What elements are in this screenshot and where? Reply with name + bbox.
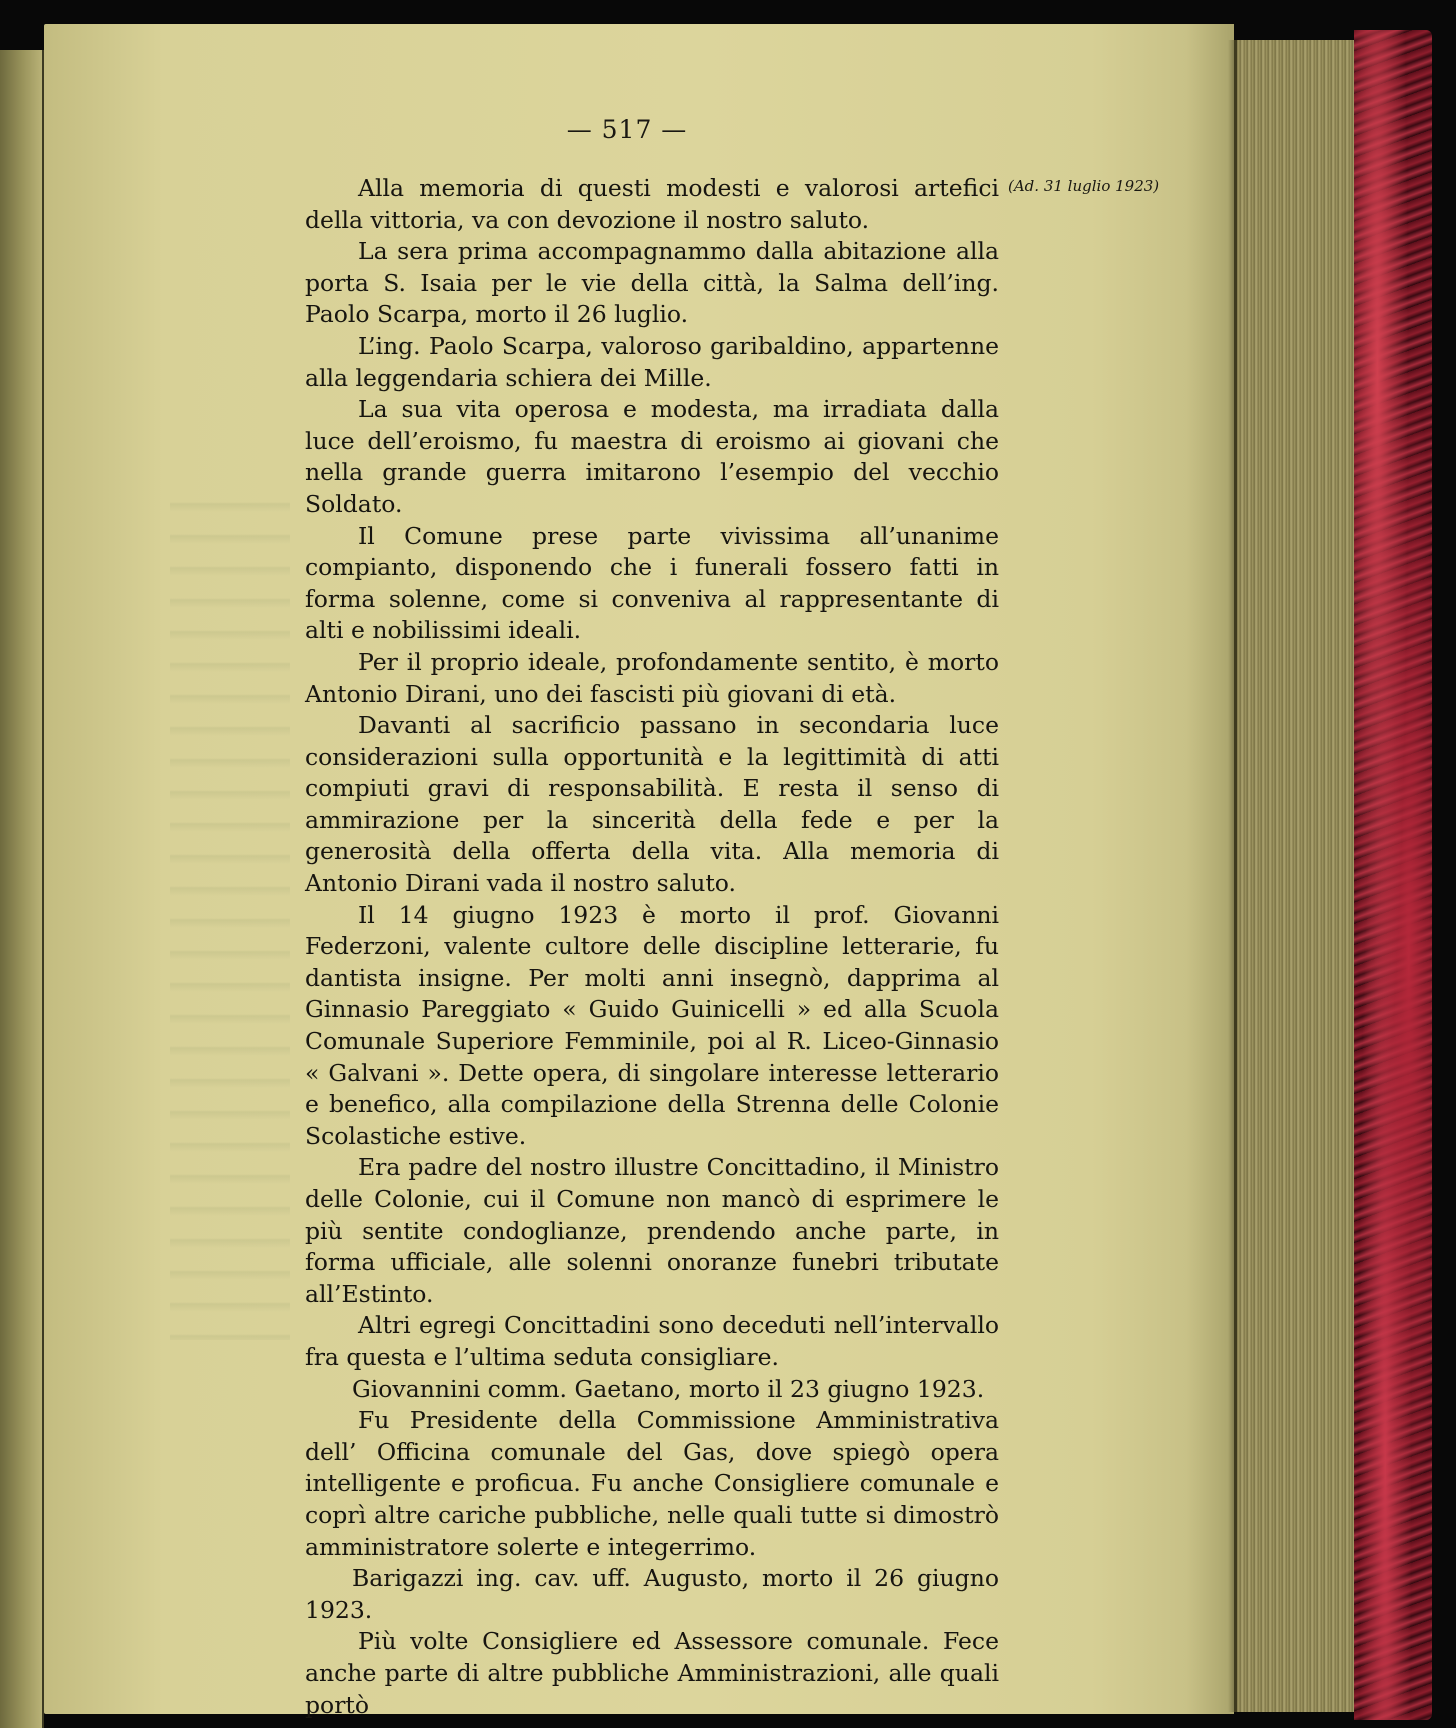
paragraph: Il Comune prese parte vivissima all’unanime compianto, disponendo che i funerali fossero fatti in forma solenne, come si conveniva al rappresentante di alti e nobilissimi ideali. [305,521,999,645]
paragraph: Altri egregi Concittadini sono deceduti nell’intervallo fra questa e l’ultima seduta consigliare. [305,1311,999,1371]
paragraph: Più volte Consigliere ed Assessore comunale. Fece anche parte di altre pubbliche Amministrazioni, alle quali portò [305,1627,999,1719]
body-text [305,173,999,1721]
paragraph: La sua vita operosa e modesta, ma irradiata dalla luce dell’eroismo, fu maestra di eroismo ai giovani che nella grande guerra imitarono l’esempio del vecchio Soldato. [305,395,999,518]
obituary-heading: Giovannini comm. Gaetano, morto il 23 giugno 1923. [352,1374,985,1403]
paragraph: Per il proprio ideale, profondamente sentito, è morto Antonio Dirani, uno dei fascisti più giovani di età. [305,647,999,708]
marbled-binding [1354,30,1432,1720]
paragraph: Era padre del nostro illustre Concittadino, il Ministro delle Colonie, cui il Comune non mancò di esprimere le più sentite condoglianze, prendendo anche parte, in forma ufficiale, alle solenni onoranze funebri tributate all’Estinto. [305,1153,999,1308]
paragraph: Alla memoria di questi modesti e valorosi artefici della vittoria, va con devozione il nostro saluto. [305,174,999,234]
paragraph: La sera prima accompagnammo dalla abitazione alla porta S. Isaia per le vie della città, la Salma dell’ing. Paolo Scarpa, morto il 26 luglio. [305,237,999,329]
marginal-date-note: (Ad. 31 luglio 1923) [1008,177,1160,195]
paragraph: L’ing. Paolo Scarpa, valoroso garibaldino, appartenne alla leggendaria schiera dei Mille. [305,331,999,392]
obituary-heading: Barigazzi ing. cav. uff. Augusto, morto il 26 giugno 1923. [305,1564,999,1624]
stacked-page-edges [1234,40,1357,1712]
previous-page-edge [0,50,44,1728]
paragraph: Fu Presidente della Commissione Amministrativa dell’ Officina comunale del Gas, dove spiegò opera intelligente e proficua. Fu anche Consigliere comunale e coprì altre cariche pubbliche, nelle quali tutte si dimostrò amministratore solerte e integerrimo. [305,1406,999,1561]
paragraph: Davanti al sacrificio passano in secondaria luce considerazioni sulla opportunità e la legittimità di atti compiuti gravi di responsabilità. E resta il senso di ammirazione per la sincerità della fede e per la generosità della offerta della vita. Alla memoria di Antonio Dirani vada il nostro saluto. [305,711,999,898]
paragraph: Il 14 giugno 1923 è morto il prof. Giovanni Federzoni, valente cultore delle discipline letterarie, fu dantista insigne. Per molti anni insegnò, dapprima al Ginnasio Pareggiato « Guido Guinicelli » ed alla Scuola Comunale Superiore Femminile, poi al R. Liceo-Ginnasio « Galvani ». Dette opera, di singolare interesse letterario e benefico, alla compilazione della Strenna delle Colonie Scolastiche estive. [305,900,999,1150]
page-number: — 517 — [566,115,688,144]
